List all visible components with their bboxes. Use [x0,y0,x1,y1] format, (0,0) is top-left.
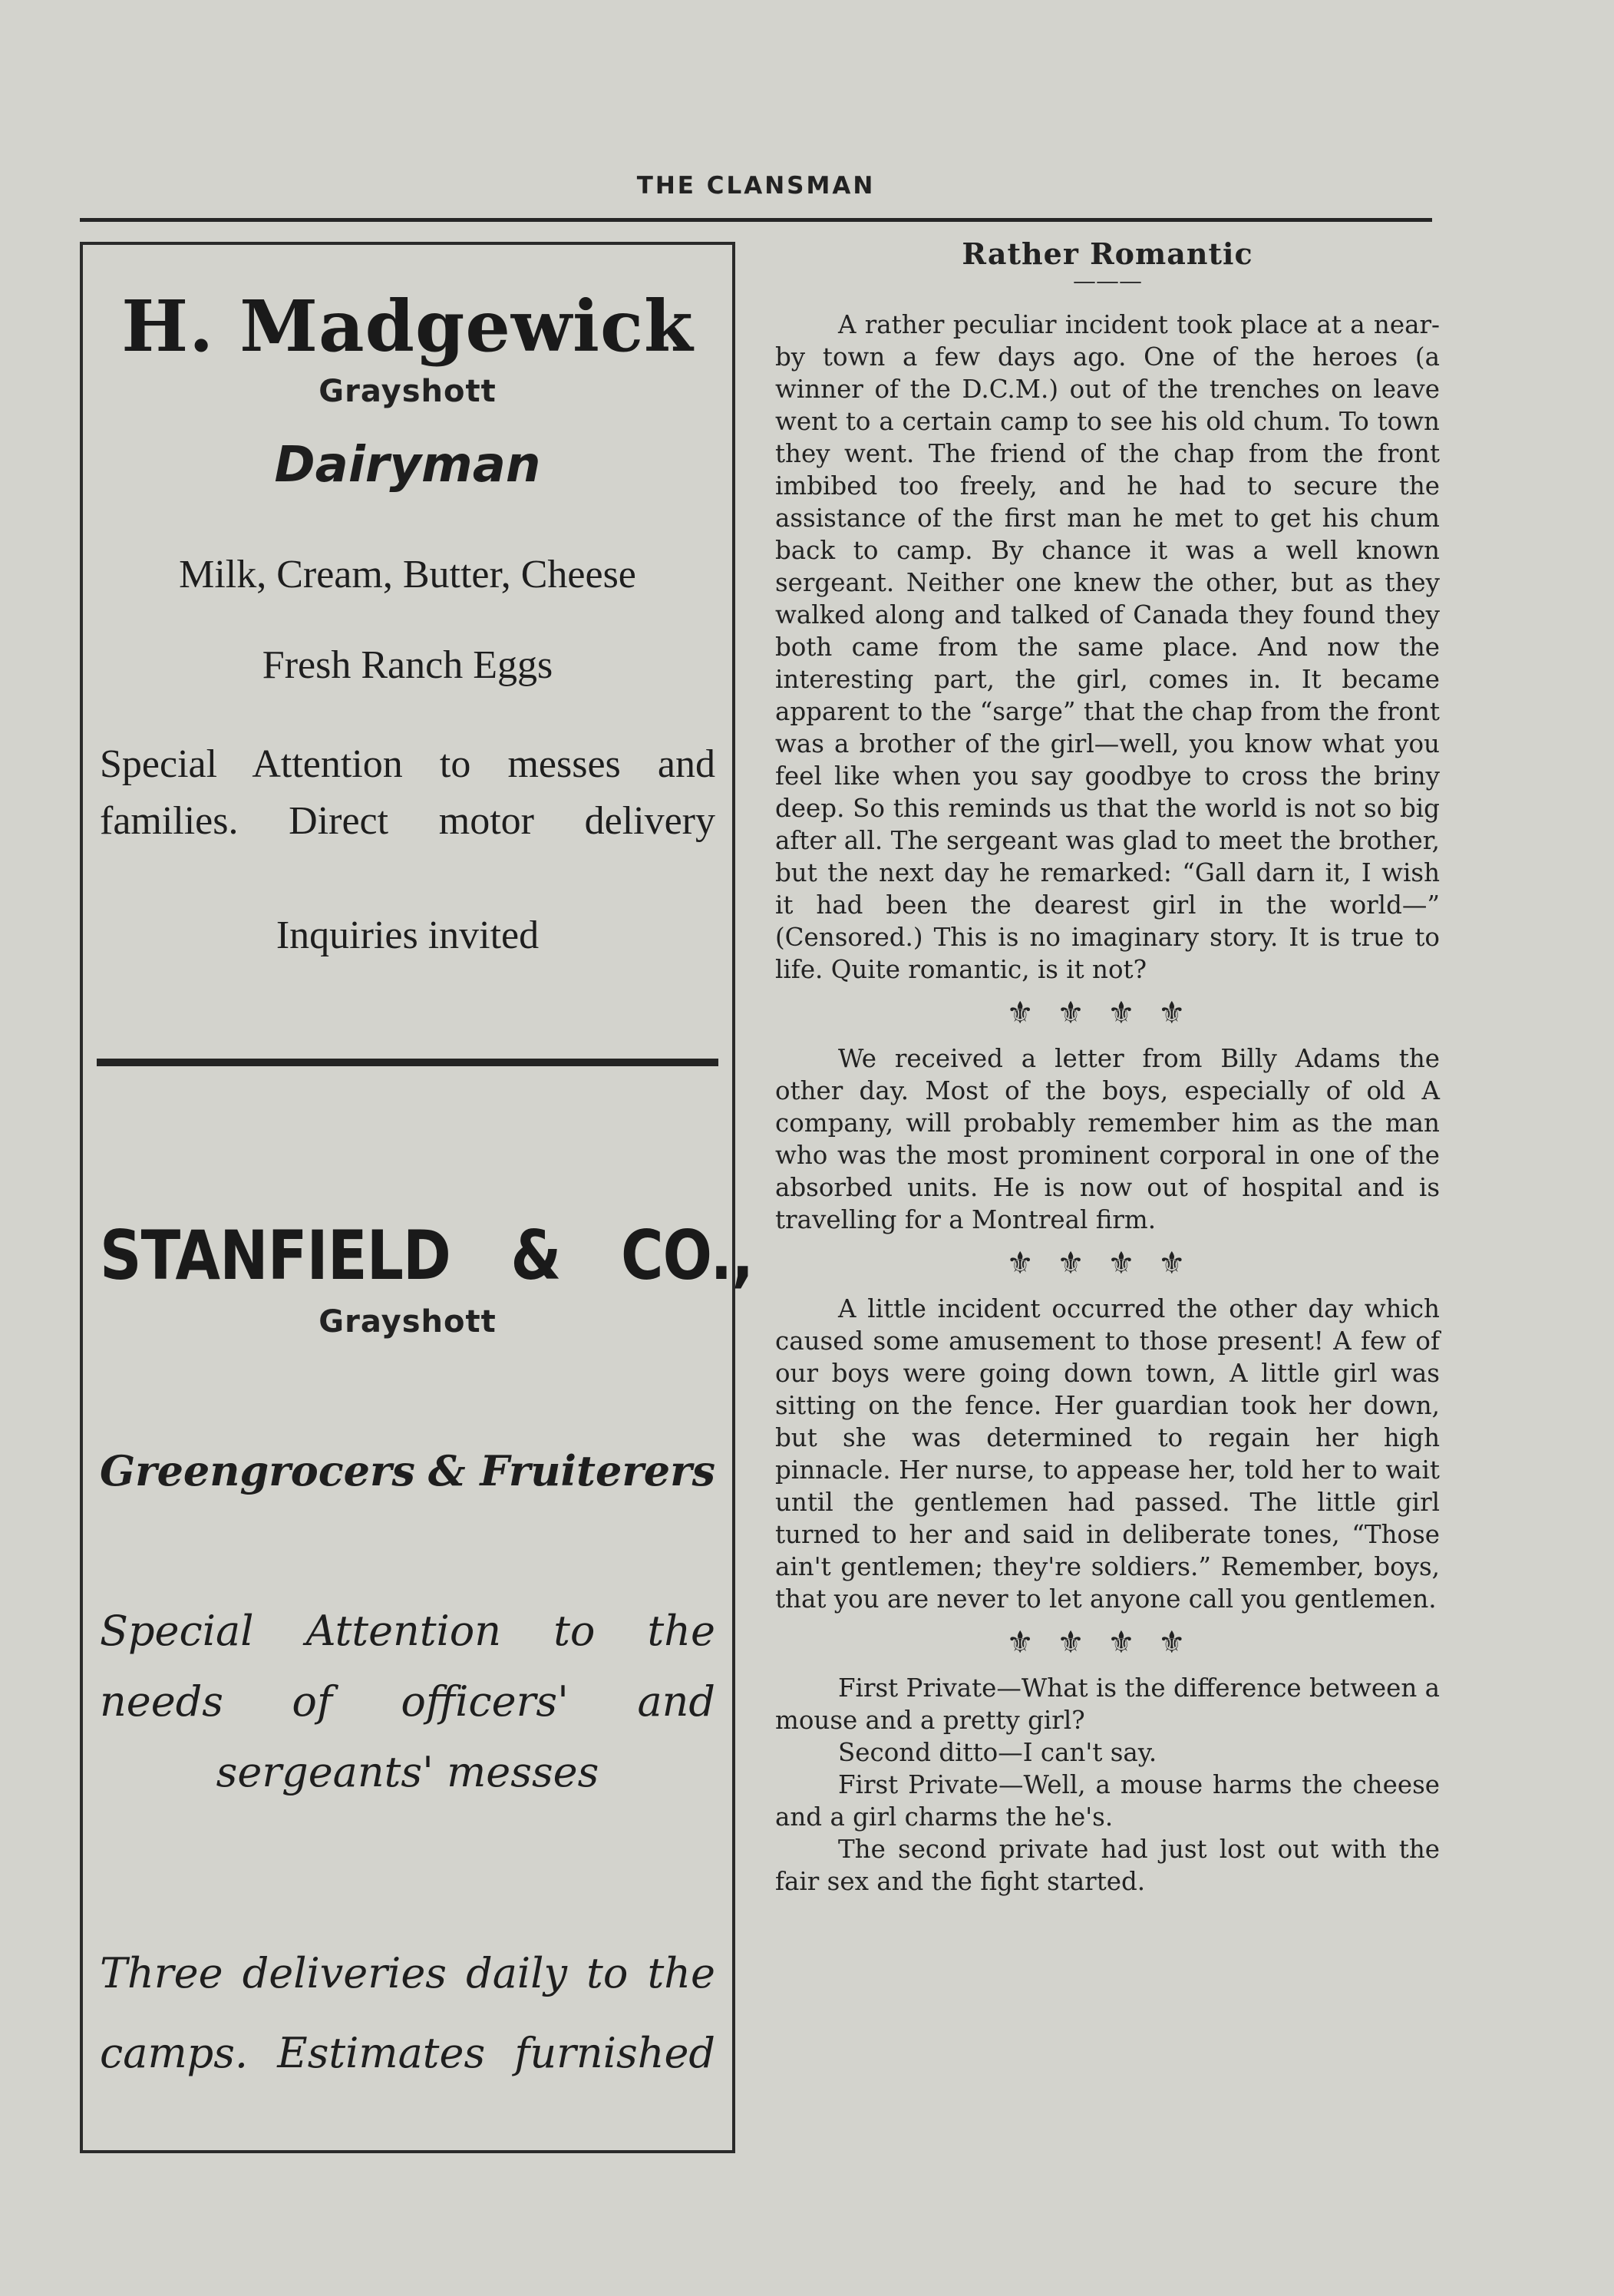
madgewick-inquiries: Inquiries invited [276,913,540,957]
article-column [775,238,1440,1898]
page-header: THE CLANSMAN [636,172,876,200]
fleuron-separator: ⚜⚜⚜⚜ [1006,1625,1209,1660]
article-title: Rather Romantic [962,236,1253,271]
joke-line: Second ditto—I can't say. [838,1738,1157,1767]
madgewick-products: Milk, Cream, Butter, Cheese [179,553,636,596]
joke-line: The second private had just lost out with the fair sex and the fight started. [775,1835,1440,1896]
header-rule [80,218,1432,222]
stanfield-trade [100,1446,715,1495]
madgewick-location: Grayshott [319,374,497,409]
stanfield-location: Grayshott [319,1304,497,1340]
joke-line: First Private—What is the difference between a mouse and a pretty girl? [775,1673,1440,1735]
stanfield-name-part2: & [510,1216,561,1295]
article-paragraph: A little incident occurred the other day which caused some amusement to those present! A few of our boys were going down town, A little girl was sitting on the fence. Her guardian took her down, but she was determined to regain her high pinnacle. Her nurse, to appease her, told her to wait until the gentlemen had passed. The little girl turned to her and said in deliberate tones, “Those ain't gentlemen; they're soldiers.” Remember, boys, that you are never to let anyone call you gentlemen. [775,1294,1440,1614]
madgewick-eggs: Fresh Ranch Eggs [262,643,553,687]
madgewick-name: H. Madgewick [121,285,694,368]
fleuron-separator: ⚜⚜⚜⚜ [1006,996,1209,1031]
ad-divider [97,1059,718,1066]
madgewick-trade: Dairyman [274,437,541,494]
madgewick-special: Special Attention to messes and families. Direct motor delivery [100,742,715,843]
stanfield-special-rest: needs of officers' and sergeants' messes [100,1677,715,1796]
article-paragraph: A rather peculiar incident took place at a near-by town a few days ago. One of the heroes (a winner of the D.C.M.) out of the trenches on leave went to a certain camp to see his old chum. To town they went. The friend of the chap from the front imbibed too freely, and he had to secure the assistance of the first man he met to get his chum back to camp. By chance it was a well known sergeant. Neither one knew the other, but as they walked along and talked of Canada they found they both came from the same place. And now the interesting part, the girl, comes in. It became apparent to the “sarge” that the chap from the front was a brother of the girl—well, you know what you feel like when you say goodbye to cross the briny deep. So this reminds us that the world is not so big after all. The sergeant was glad to meet the brother, but the next day he remarked: “Gall darn it, I wish it had been the dearest girl in the world—” (Censored.) This is no imaginary story. It is true to life. Quite romantic, is it not? [775,310,1440,984]
title-rule: ——— [1073,268,1142,295]
joke-line: First Private—Well, a mouse harms the cheese and a girl charms the he's. [775,1770,1440,1832]
advertisement-panel [80,242,754,2153]
stanfield-deliveries: Three deliveries daily to the camps. Estimates furnished [100,1949,715,2077]
article-paragraph: We received a letter from Billy Adams the other day. Most of the boys, especially of old A company, will probably remember him as the man who was the most prominent corporal in one of the absorbed units. He is now out of hospital and is travelling for a Montreal firm. [775,1044,1440,1234]
stanfield-trade-part2: & Fruiterers [427,1446,715,1495]
stanfield-name [100,1216,753,1295]
stanfield-name-part1: STANFIELD [100,1216,451,1295]
fleuron-separator: ⚜⚜⚜⚜ [1006,1246,1209,1281]
stanfield-trade-part1: Greengrocers [100,1446,415,1495]
stanfield-special-line1: Special Attention to the [100,1607,715,1655]
stanfield-name-part3: CO., [620,1216,754,1295]
stanfield-special [100,1596,715,1808]
